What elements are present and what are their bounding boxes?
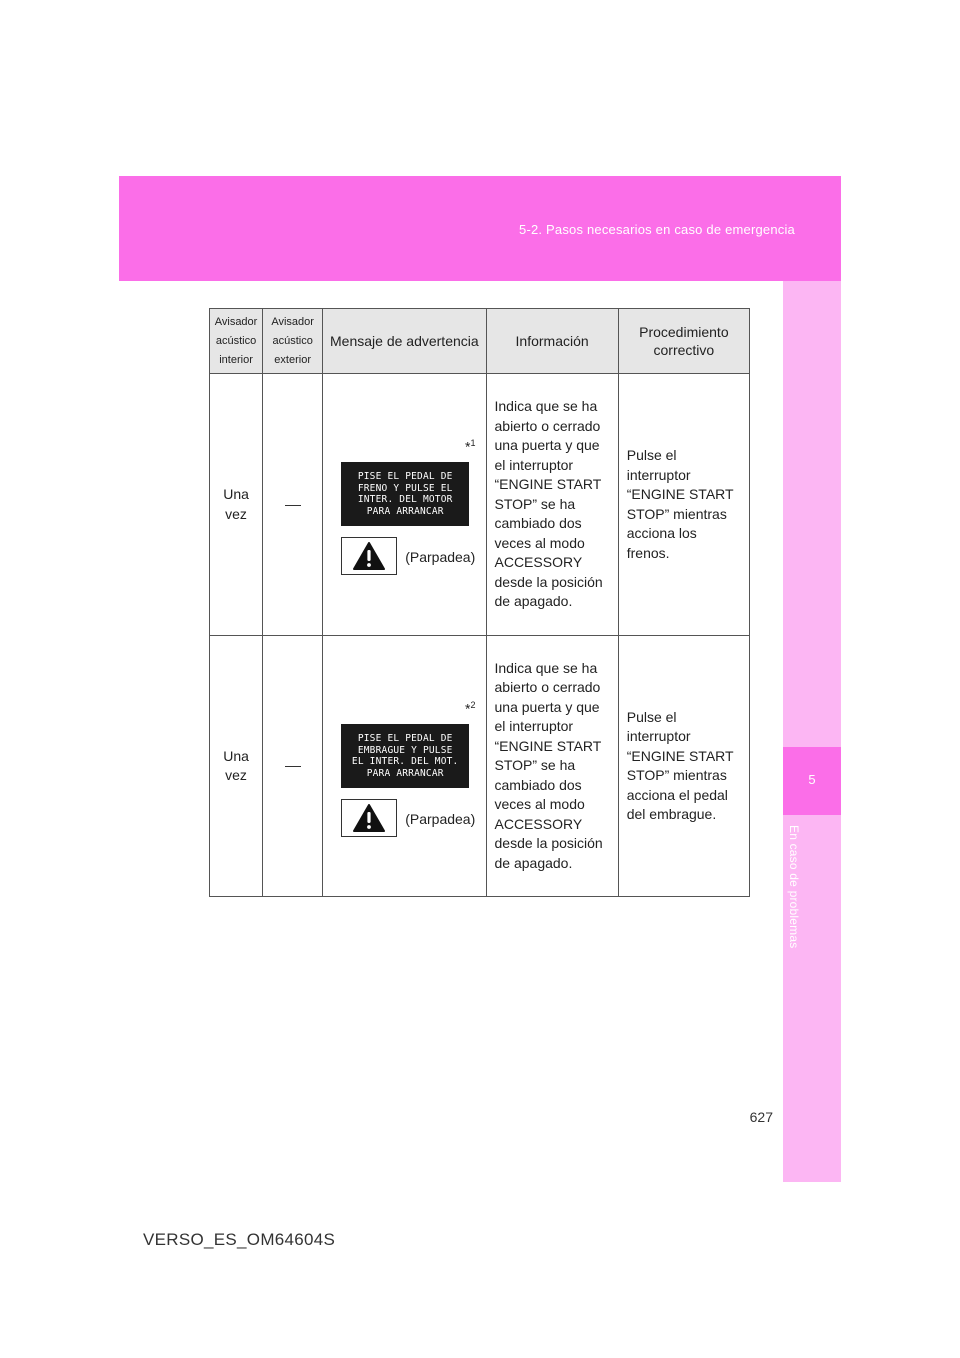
- procedure-cell: Pulse el interruptor “ENGINE START STOP” mientras acciona el pedal del embrague.: [618, 636, 749, 897]
- chapter-number: 5: [808, 772, 816, 787]
- table-header-row: [210, 309, 750, 374]
- chapter-number-box: [783, 747, 841, 815]
- header-warning-message: Mensaje de advertencia: [323, 309, 486, 374]
- interior-buzzer-cell: [210, 636, 263, 897]
- chapter-side-tab: [783, 281, 841, 1182]
- interior-buzzer-value: Una vez: [223, 486, 249, 522]
- table-row: [210, 636, 750, 897]
- blink-label: (Parpadea): [405, 549, 476, 565]
- footnote-marker: *$^2$: [465, 700, 476, 717]
- header-corrective-procedure: Procedimiento correctivo: [618, 309, 749, 374]
- exterior-buzzer-value: [285, 766, 301, 767]
- multi-info-display: PISE EL PEDAL DE EMBRAGUE Y PULSE EL INTER. DEL MOT. PARA ARRANCAR: [341, 724, 469, 788]
- exterior-buzzer-value: [285, 505, 301, 506]
- exterior-buzzer-cell: [263, 636, 323, 897]
- header-interior-buzzer: Avisador acústico interior: [210, 309, 263, 374]
- interior-buzzer-value: Una vez: [223, 747, 249, 783]
- master-warning-light: [341, 799, 397, 837]
- header-information: Información: [486, 309, 618, 374]
- information-cell: Indica que se ha abierto o cerrado una puerta y que el interruptor “ENGINE START STOP” se ha cambiado dos veces al modo ACCESSORY desde la posición de apagado.: [486, 374, 618, 636]
- table-row: [210, 374, 750, 636]
- multi-info-display: PISE EL PEDAL DE FRENO Y PULSE EL INTER. DEL MOTOR PARA ARRANCAR: [341, 462, 469, 526]
- blink-label: (Parpadea): [405, 811, 476, 827]
- exclamation-triangle-icon: [352, 541, 386, 571]
- page-number: 627: [749, 1109, 773, 1125]
- master-warning-light: [341, 537, 397, 575]
- header-band: [119, 176, 841, 281]
- chapter-label: En caso de problemas: [787, 825, 801, 949]
- footnote-marker: *$^1$: [465, 438, 476, 455]
- warning-message-cell: [323, 374, 486, 636]
- warning-table: [209, 308, 750, 897]
- interior-buzzer-cell: [210, 374, 263, 636]
- header-exterior-buzzer: Avisador acústico exterior: [263, 309, 323, 374]
- document-code: VERSO_ES_OM64604S: [143, 1230, 336, 1249]
- warning-message-cell: [323, 636, 486, 897]
- section-title: 5-2. Pasos necesarios en caso de emergencia: [519, 222, 795, 237]
- exclamation-triangle-icon: [352, 803, 386, 833]
- exterior-buzzer-cell: [263, 374, 323, 636]
- procedure-cell: Pulse el interruptor “ENGINE START STOP” mientras acciona los frenos.: [618, 374, 749, 636]
- information-cell: Indica que se ha abierto o cerrado una puerta y que el interruptor “ENGINE START STOP” se ha cambiado dos veces al modo ACCESSORY desde la posición de apagado.: [486, 636, 618, 897]
